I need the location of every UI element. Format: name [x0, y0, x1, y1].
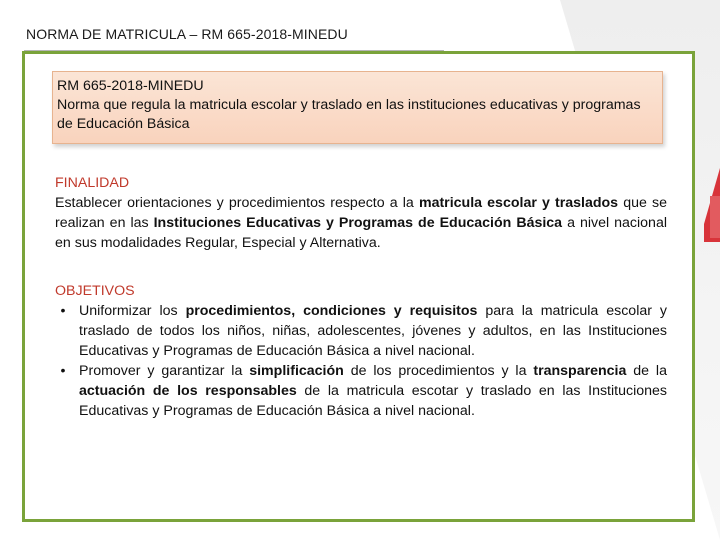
objetivos-list: [55, 301, 667, 421]
norm-callout-box: [52, 71, 663, 144]
bullet-icon: •: [60, 303, 66, 319]
objetivo-text: Uniformizar los: [79, 303, 186, 319]
objetivo-text: de la: [626, 363, 667, 379]
bullet-icon: •: [60, 363, 66, 379]
objetivo-emphasis: simplificación: [249, 363, 344, 379]
objetivo-text: de la matricula escotar y traslado en las Instituciones Educativas y Programas de Educación Básica a nivel nacional.: [79, 383, 667, 419]
slide-title: NORMA DE MATRICULA – RM 665-2018-MINEDU: [26, 26, 348, 42]
list-item: [55, 301, 667, 361]
objetivo-emphasis: actuación de los responsables: [79, 383, 297, 399]
finalidad-text: que se realizan en las: [55, 195, 667, 231]
finalidad-emphasis: Instituciones Educativas y Programas de Educación Básica: [153, 215, 563, 231]
objetivo-text: Promover y garantizar la: [79, 363, 250, 379]
objetivo-text: para la matricula escolar y traslado de todos los niños, niñas, adolescentes, jóvenes y adultos, en las Instituciones Educativas y Programas de Educación Básica a nivel nacional.: [79, 303, 668, 359]
norm-description: Norma que regula la matricula escolar y traslado en las instituciones educativas y programas de Educación Básica: [57, 97, 641, 132]
list-item: [55, 361, 667, 421]
finalidad-paragraph: [55, 193, 667, 253]
objetivo-text: de los procedimientos y la: [343, 363, 534, 379]
objetivo-emphasis: procedimientos, condiciones y requisitos: [185, 303, 478, 319]
finalidad-heading: FINALIDAD: [55, 175, 130, 191]
objetivos-section: [55, 281, 667, 421]
finalidad-text: a nivel nacional en sus modalidades Regular, Especial y Alternativa.: [55, 215, 667, 251]
objetivo-emphasis: transparencia: [533, 363, 627, 379]
objetivos-heading: OBJETIVOS: [55, 283, 135, 299]
norm-code: RM 665-2018-MINEDU: [57, 78, 204, 94]
finalidad-text: Establecer orientaciones y procedimientos respecto a la: [55, 195, 419, 211]
red-accent-bar: [710, 196, 720, 238]
finalidad-section: [55, 173, 667, 253]
finalidad-emphasis: matricula escolar y traslados: [418, 195, 619, 211]
